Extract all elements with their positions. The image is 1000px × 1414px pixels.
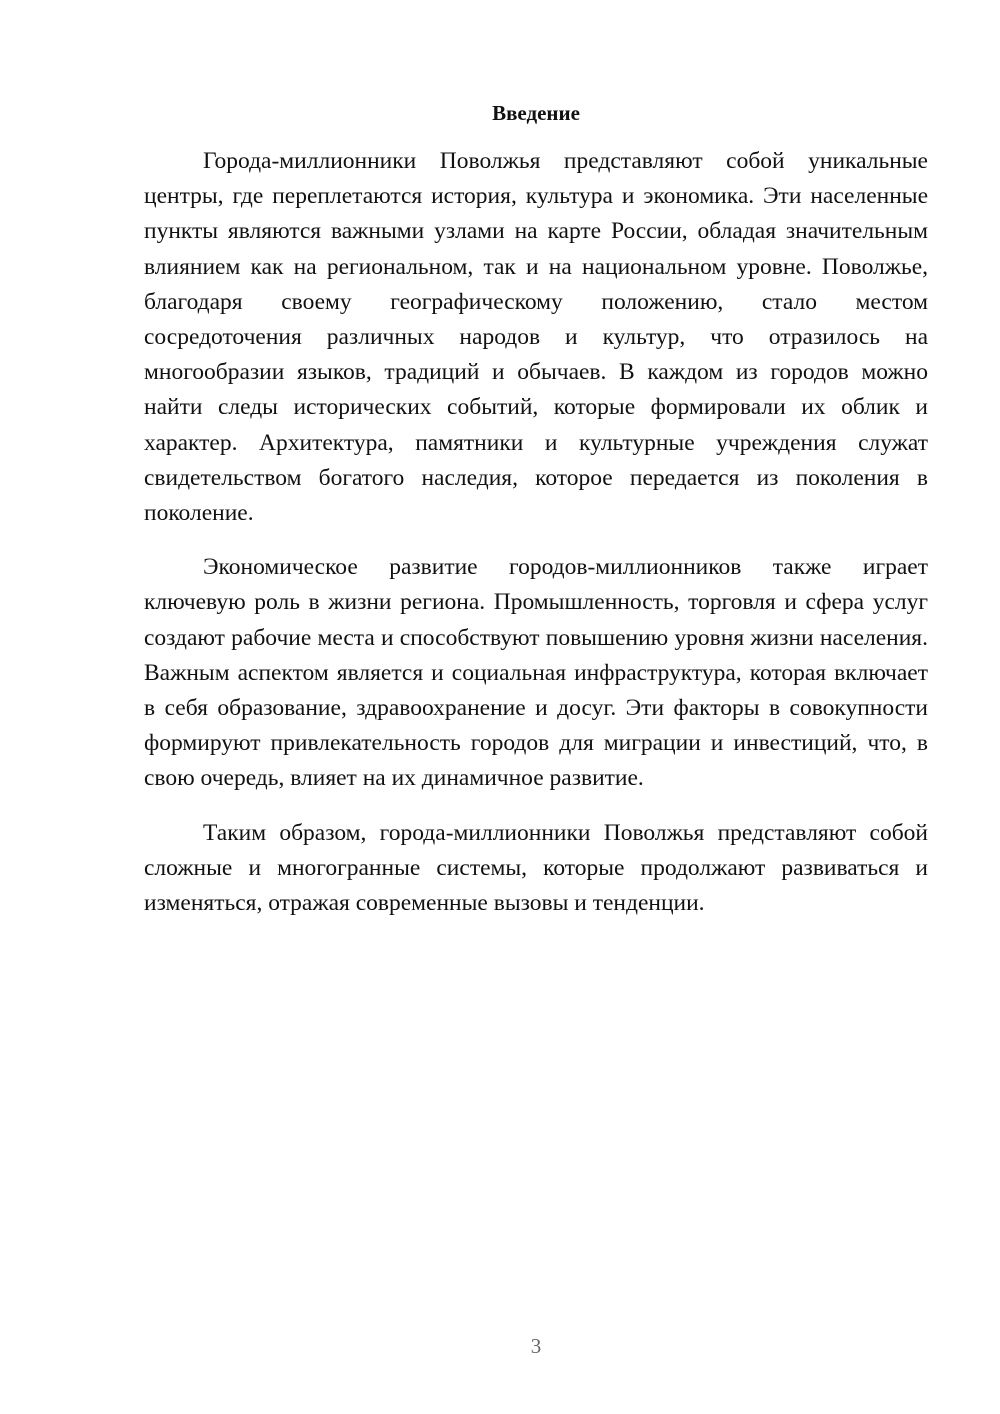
page-title: Введение xyxy=(492,101,580,125)
paragraph-1: Города-миллионники Поволжья представляют собой уникальные центры, где переплетаются история, культура и экономика. Эти населенные пункты являются важными узлами на карте России, обладая значительным влиянием как на региональном, так и на национальном уровне. Поволжье, благодаря своему географическому положению, стало местом сосредоточения различных народов и культур, что отразилось на многообразии языков, традиций и обычаев. В каждом из городов можно найти следы исторических событий, которые формировали их облик и характер. Архитектура, памятники и культурные учреждения служат свидетельством богатого наследия, которое передается из поколения в поколение. xyxy=(144,148,928,527)
page-number: 3 xyxy=(530,1334,542,1358)
page-body xyxy=(144,100,928,921)
paragraph-3: Таким образом, города-миллионники Поволжья представляют собой сложные и многогранные системы, которые продолжают развиваться и изменяться, отражая современные вызовы и тенденции. xyxy=(144,819,928,917)
paragraph-2: Экономическое развитие городов-миллионников также играет ключевую роль в жизни региона. Промышленность, торговля и сфера услуг создают рабочие места и способствуют повышению уровня жизни населения. Важным аспектом является и социальная инфраструктура, которая включает в себя образование, здравоохранение и досуг. Эти факторы в совокупности формируют привлекательность городов для миграции и инвестиций, что, в свою очередь, влияет на их динамичное развитие. xyxy=(144,554,928,792)
